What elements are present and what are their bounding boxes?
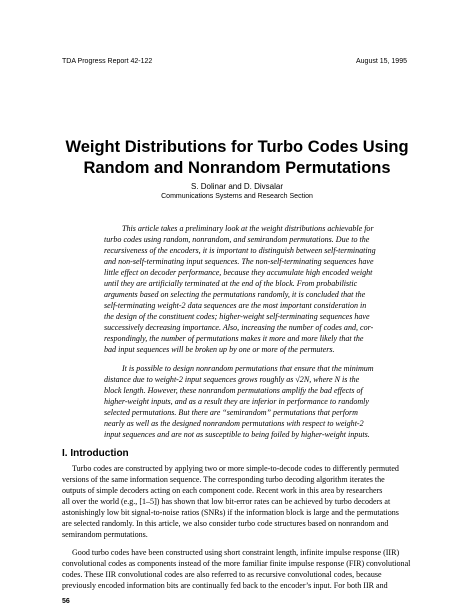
body-line: are selected randomly. In this article, we also consider turbo code structures based on nonrandom and [62, 519, 389, 528]
abstract-line: arguments based on selecting the permutations randomly, it is concluded that the [104, 290, 366, 299]
body-line: Turbo codes are constructed by applying two or more simple-to-decode codes to differently permuted [72, 464, 399, 473]
abstract-line: respondingly, the number of permutations makes it more and more likely that the [104, 334, 364, 343]
page-number: 56 [62, 598, 70, 605]
body-line: previously encoded information bits are continually fed back to the encoder’s input. For both IIR and [62, 581, 388, 590]
authors: S. Dolinar and D. Divsalar [190, 182, 284, 191]
body-line: astonishingly low bit signal-to-noise ratios (SNRs) if the information block is large and the permutations [62, 508, 399, 517]
abstract-line: little effect on decoder performance, because they accumulate high encoded weight [104, 268, 373, 277]
abstract-line: and non-self-terminating input sequences. The non-self-terminating sequences have [104, 257, 374, 266]
abstract-line: the design of the constituent codes; higher-weight self-terminating sequences have [104, 312, 370, 321]
abstract-line: self-terminating weight-2 data sequences are the most important consideration in [104, 301, 367, 310]
report-date: August 15, 1995 [356, 58, 407, 65]
abstract-line: nearly as well as the designed nonrandom permutations with respect to weight-2 [104, 419, 364, 428]
body-line: convolutional codes as components instead of the more familiar finite impulse response (FIR) convolutional [62, 559, 411, 568]
abstract-line: successively decreasing importance. Also, increasing the number of codes and, cor- [104, 323, 374, 332]
abstract-line: bad input sequences will be broken up by one or more of the permuters. [104, 345, 335, 354]
section-heading: I. Introduction [62, 448, 129, 459]
affiliation: Communications Systems and Research Section [161, 193, 313, 200]
title-line-1: Weight Distributions for Turbo Codes Using [65, 138, 409, 156]
abstract-line: higher-weight inputs, and as a result they are inferior in performance to randomly [104, 397, 369, 406]
report-header: TDA Progress Report 42-122 [62, 58, 153, 65]
abstract-line: distance due to weight-2 input sequences grows roughly as √2N, where N is the [104, 375, 360, 384]
abstract-line: input sequences and are not as susceptible to being foiled by higher-weight inputs. [104, 430, 370, 439]
abstract-line: block length. However, these nonrandom permutations amplify the bad effects of [104, 386, 363, 395]
abstract-line: selected permutations. But there are “semirandom” permutations that perform [104, 408, 358, 417]
body-line: outputs of simple decoders acting on each component code. Recent work in this area by researchers [62, 486, 383, 495]
abstract-line: recursiveness of the encoders, it is important to distinguish between self-terminating [104, 246, 376, 255]
body-line: codes. These IIR convolutional codes are also referred to as recursive convolutional codes, because [62, 570, 382, 579]
abstract-line: turbo codes using random, nonrandom, and semirandom permutations. Due to the [104, 235, 370, 244]
body-line: all over the world (e.g., [1–5]) has shown that low bit-error rates can be achieved by turbo decoders at [62, 497, 391, 506]
abstract-line: It is possible to design nonrandom permutations that ensure that the minimum [122, 364, 374, 373]
body-line: Good turbo codes have been constructed using short constraint length, infinite impulse response (IIR) [72, 548, 400, 557]
abstract-line: This article takes a preliminary look at the weight distributions achievable for [122, 224, 374, 233]
abstract-line: until they are artificially terminated at the end of the block. From probabilistic [104, 279, 358, 288]
body-line: semirandom permutations. [62, 530, 148, 539]
body-line: versions of the same information sequence. The corresponding turbo decoding algorithm iterates the [62, 475, 385, 484]
title-line-2: Random and Nonrandom Permutations [83, 159, 391, 177]
